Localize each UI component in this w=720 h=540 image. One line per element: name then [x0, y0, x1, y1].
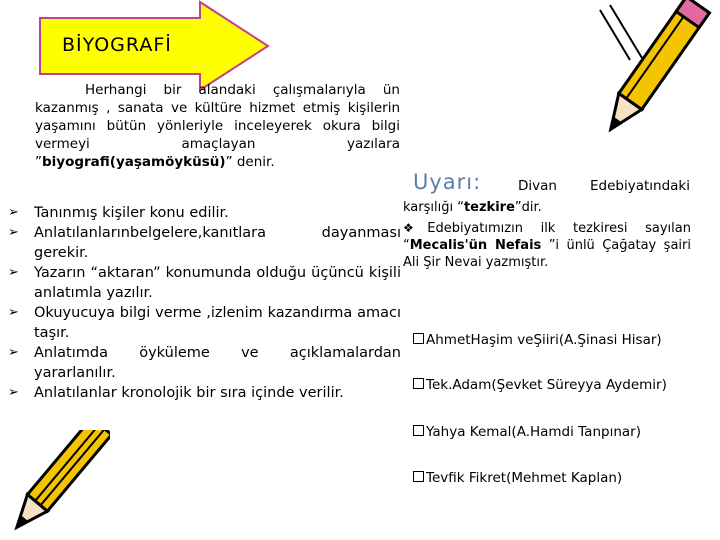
arrowhead-icon: ➢	[8, 385, 19, 400]
list-item	[8, 343, 401, 383]
warning-line-end: ”dir.	[514, 200, 542, 215]
list-item	[8, 263, 401, 303]
warning-word-divan: Divan	[518, 178, 557, 194]
list-item-text: Anlatılanlarınbelgelere,kanıtlara dayanması gerekir.	[34, 225, 401, 261]
list-item	[413, 377, 667, 393]
list-item-text: Anlatımda öyküleme ve açıklamalardan yararlanılır.	[34, 345, 401, 381]
page-title: BİYOGRAFİ	[62, 34, 172, 56]
list-item	[413, 332, 662, 348]
reference-text: AhmetHaşim veŞiiri(A.Şinasi Hisar)	[426, 332, 662, 348]
warning-word-edebiyat: Edebiyatındaki	[590, 178, 690, 194]
warning-label: Uyarı:	[413, 170, 482, 194]
warning-heading-rest	[518, 178, 690, 194]
list-item-text: Tanınmış kişiler konu edilir.	[34, 205, 229, 221]
tezkire-note	[403, 220, 691, 271]
note-text: Edebiyatımızın ilk tezkiresi sayılan “	[403, 221, 691, 253]
reference-text: Tek.Adam(Şevket Süreyya Aydemir)	[426, 377, 667, 393]
list-item	[413, 470, 622, 486]
reference-text: Tevfik Fikret(Mehmet Kaplan)	[426, 470, 623, 486]
reference-text: Yahya Kemal(A.Hamdi Tanpınar)	[426, 424, 641, 440]
pencil-icon	[580, 0, 720, 150]
warning-bold-term: tezkire	[463, 200, 515, 215]
list-item	[8, 383, 401, 403]
arrowhead-icon: ➢	[8, 345, 19, 360]
checkbox-square-icon	[413, 471, 424, 482]
diamond-bullet-icon: ❖	[403, 221, 428, 235]
list-item-text: Okuyucuya bilgi verme ,izlenim kazandırma amacı taşır.	[34, 305, 401, 341]
arrowhead-icon: ➢	[8, 225, 19, 240]
list-item-text: Anlatılanlar kronolojik bir sıra içinde verilir.	[34, 385, 344, 401]
list-item	[413, 424, 641, 440]
intro-paragraph	[35, 81, 400, 171]
list-item	[8, 223, 401, 263]
pencil-icon	[0, 430, 110, 540]
intro-text: Herhangi bir alandaki çalışmalarıyla ün kazanmış , sanata ve kültüre hizmet etmiş kişilerin yaşamını bütün yönleriyle inceleyerek okura bilgi vermeyi amaçlayan yazılara ”	[35, 82, 400, 170]
note-bold-term: Mecalis'ün Nefais	[409, 238, 542, 253]
checkbox-square-icon	[413, 378, 424, 389]
note-text-end: ”i ünlü Çağatay şairi Ali Şir Nevai yazmıştır.	[403, 238, 691, 270]
arrowhead-icon: ➢	[8, 205, 19, 220]
arrowhead-icon: ➢	[8, 305, 19, 320]
feature-list	[8, 203, 401, 403]
list-item	[8, 203, 401, 223]
warning-line-text: karşılığı “	[403, 200, 464, 215]
warning-line	[403, 200, 542, 215]
intro-text-end: ” denir.	[225, 154, 275, 170]
checkbox-square-icon	[413, 333, 424, 344]
intro-bold-term: biyografi(yaşamöyküsü)	[42, 154, 226, 170]
list-item-text: Yazarın “aktaran” konumunda olduğu üçüncü kişili anlatımla yazılır.	[34, 265, 401, 301]
checkbox-square-icon	[413, 425, 424, 436]
arrowhead-icon: ➢	[8, 265, 19, 280]
list-item	[8, 303, 401, 343]
